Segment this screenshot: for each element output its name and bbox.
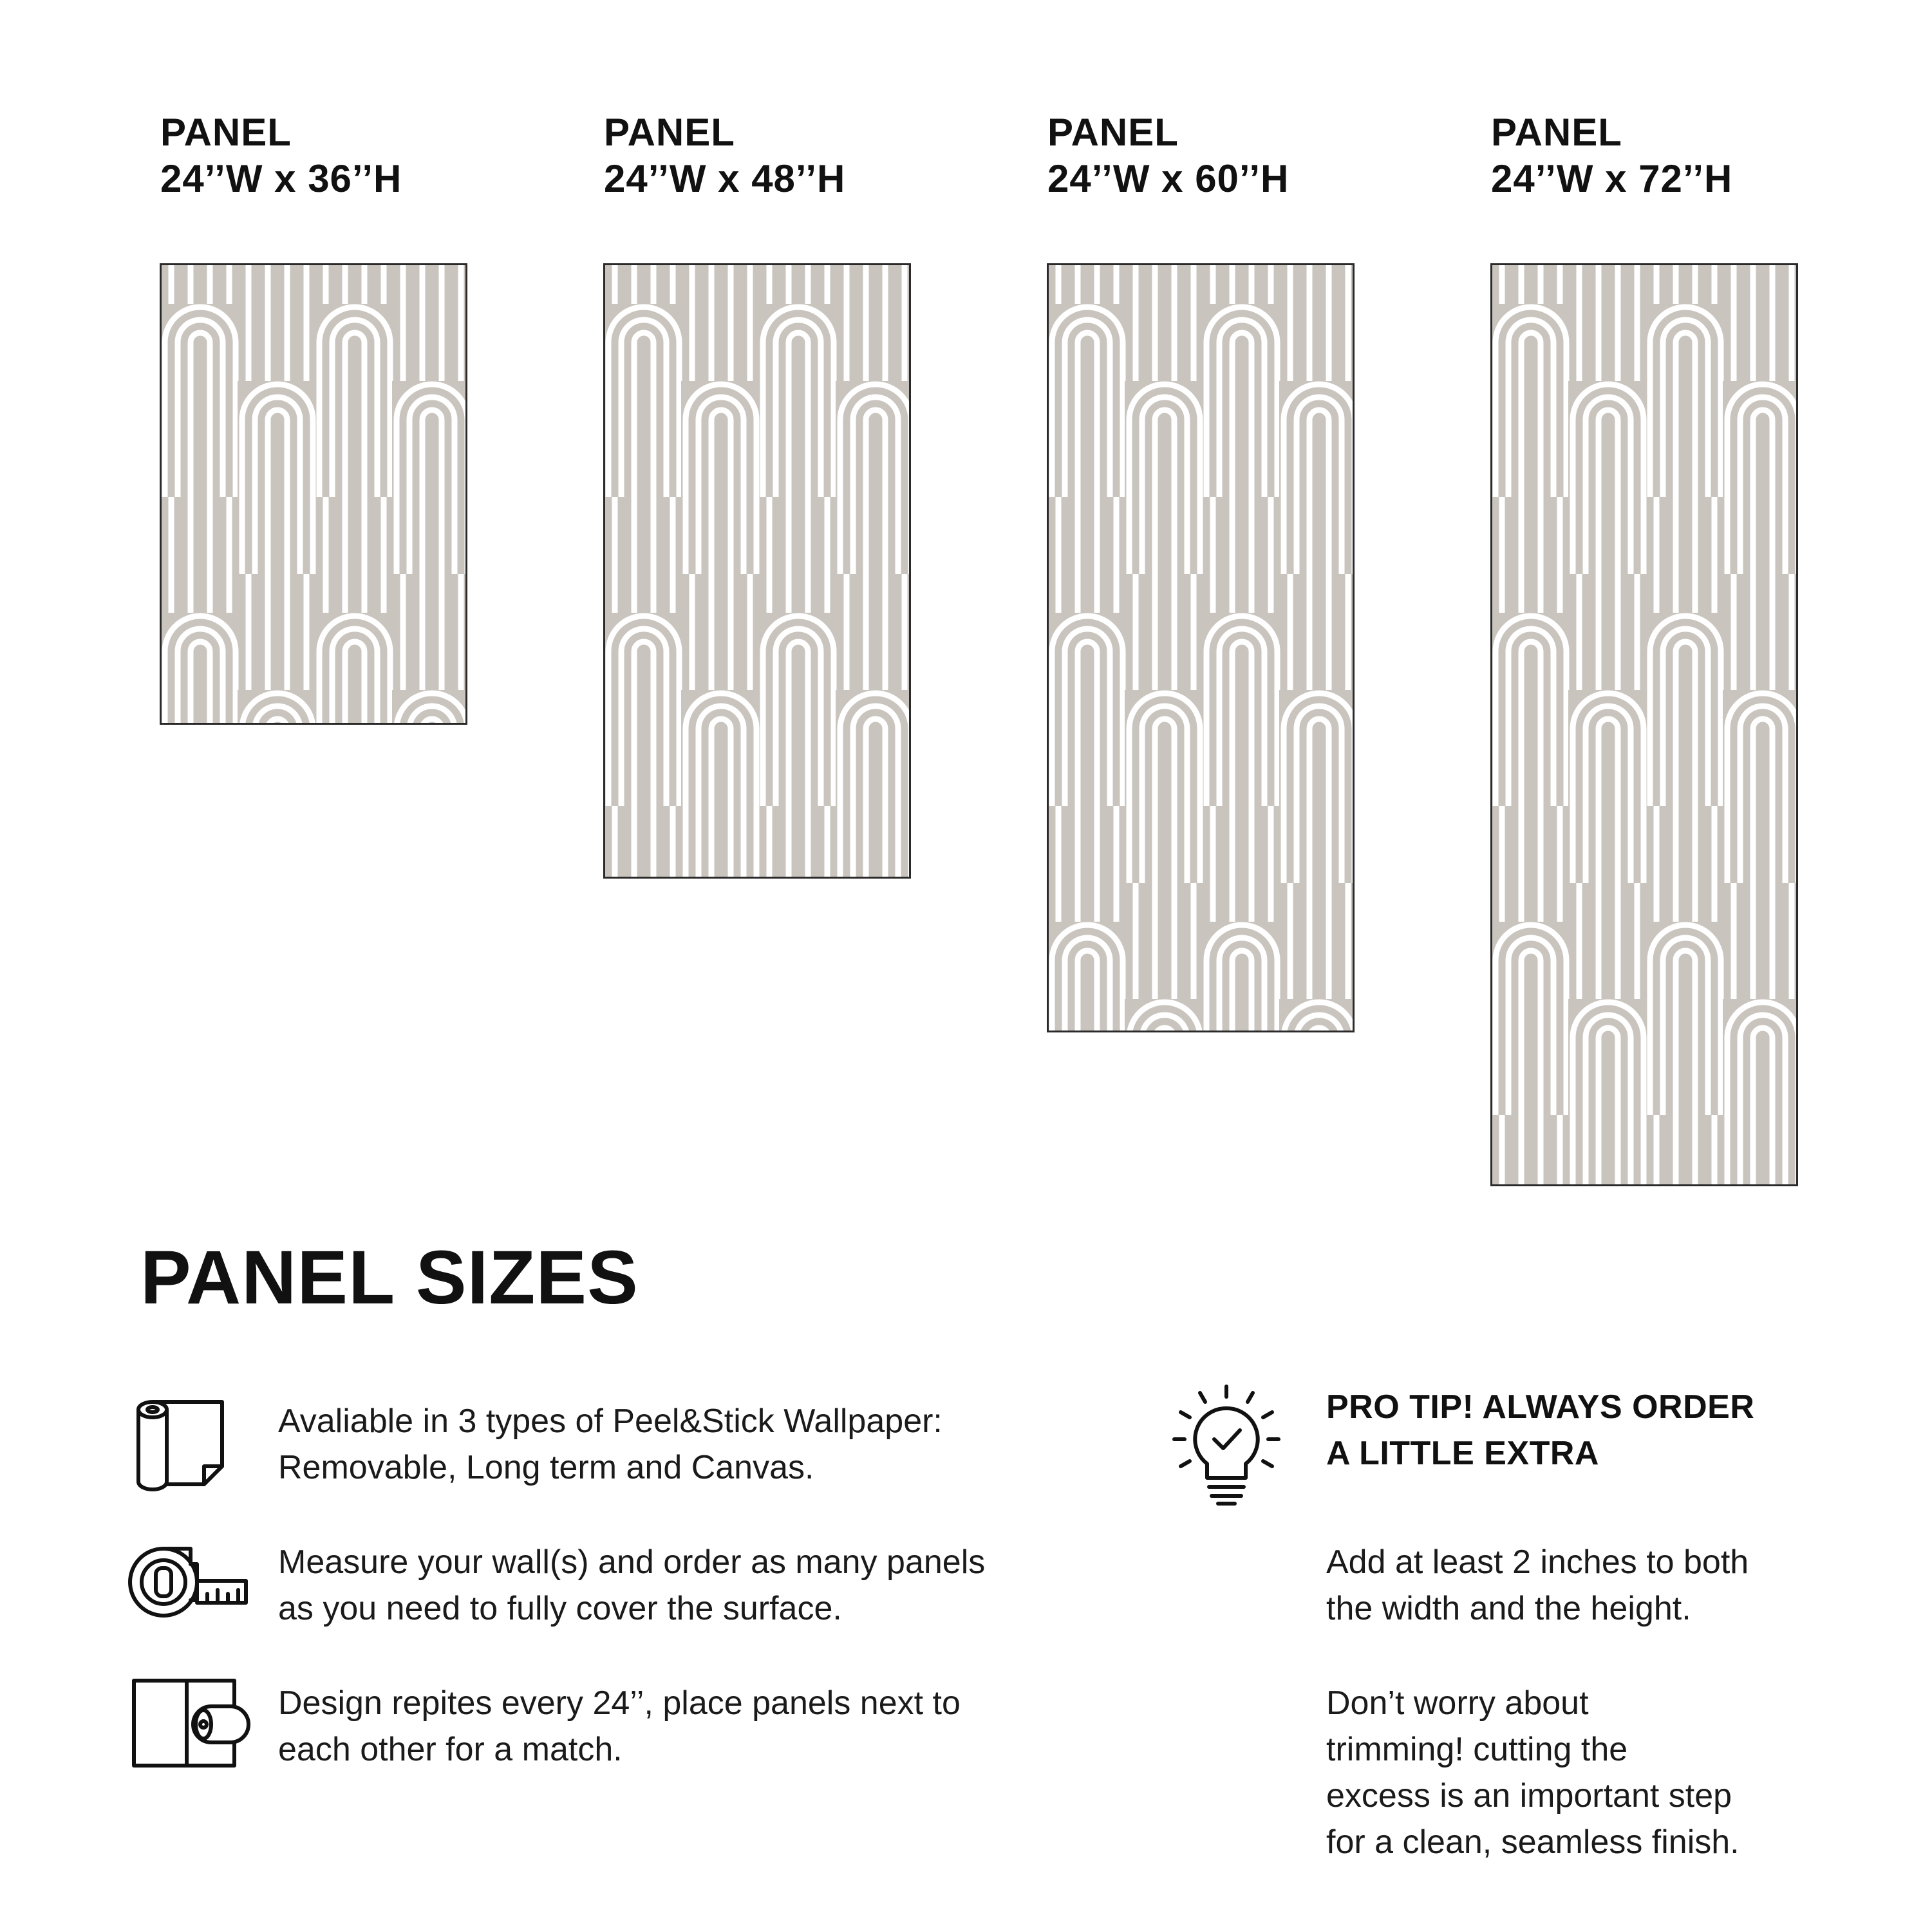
pro-tip-line: trimming! cutting the <box>1326 1731 1628 1768</box>
panel-label-60 <box>1047 109 1289 202</box>
panel-size: 24’’W x 60’’H <box>1047 157 1290 200</box>
info-text-repeat <box>278 1680 961 1773</box>
pro-tip-line: for a clean, seamless finish. <box>1326 1824 1740 1861</box>
pro-tip-line: the width and the height. <box>1326 1590 1691 1627</box>
section-title: PANEL SIZES <box>140 1235 639 1320</box>
panel-size: 24’’W x 72’’H <box>1491 157 1733 200</box>
panel-label-36 <box>160 109 402 202</box>
panel-sample-60 <box>1047 263 1355 1032</box>
info-line: Removable, Long term and Canvas. <box>278 1449 814 1486</box>
info-line: Measure your wall(s) and order as many panels <box>278 1544 986 1581</box>
info-text-types <box>278 1398 943 1491</box>
lightbulb-check-icon <box>1172 1384 1281 1509</box>
info-line: Design repites every 24’’, place panels next to <box>278 1684 961 1722</box>
info-text-measure <box>278 1539 985 1632</box>
pro-tip-line: Add at least 2 inches to both <box>1326 1544 1749 1581</box>
pro-tip-title <box>1326 1384 1754 1477</box>
pro-tip-line: Don’t worry about <box>1326 1684 1589 1722</box>
tape-measure-icon <box>126 1538 249 1632</box>
panel-title: PANEL <box>160 111 292 154</box>
info-line: Avaliable in 3 types of Peel&Stick Wallpaper: <box>278 1403 943 1440</box>
pro-tip-line: excess is an important step <box>1326 1777 1732 1814</box>
info-line: as you need to fully cover the surface. <box>278 1590 842 1627</box>
panel-size: 24’’W x 36’’H <box>160 157 402 200</box>
panel-sample-36 <box>160 263 467 725</box>
panel-sample-48 <box>603 263 911 879</box>
info-line: each other for a match. <box>278 1731 623 1768</box>
pro-tip-title-line: A LITTLE EXTRA <box>1326 1435 1599 1472</box>
pro-tip-text-trimming <box>1326 1680 1740 1865</box>
wallpaper-roll-icon <box>132 1397 229 1497</box>
panel-label-72 <box>1491 109 1732 202</box>
pro-tip-title-line: PRO TIP! ALWAYS ORDER <box>1326 1388 1755 1426</box>
panel-label-48 <box>604 109 845 202</box>
wallpaper-panels-icon <box>131 1678 254 1771</box>
pro-tip-text-extra <box>1326 1539 1749 1632</box>
panel-title: PANEL <box>1047 111 1179 154</box>
panel-title: PANEL <box>1491 111 1622 154</box>
panel-sample-72 <box>1490 263 1798 1186</box>
panel-size: 24’’W x 48’’H <box>604 157 846 200</box>
panel-title: PANEL <box>604 111 735 154</box>
